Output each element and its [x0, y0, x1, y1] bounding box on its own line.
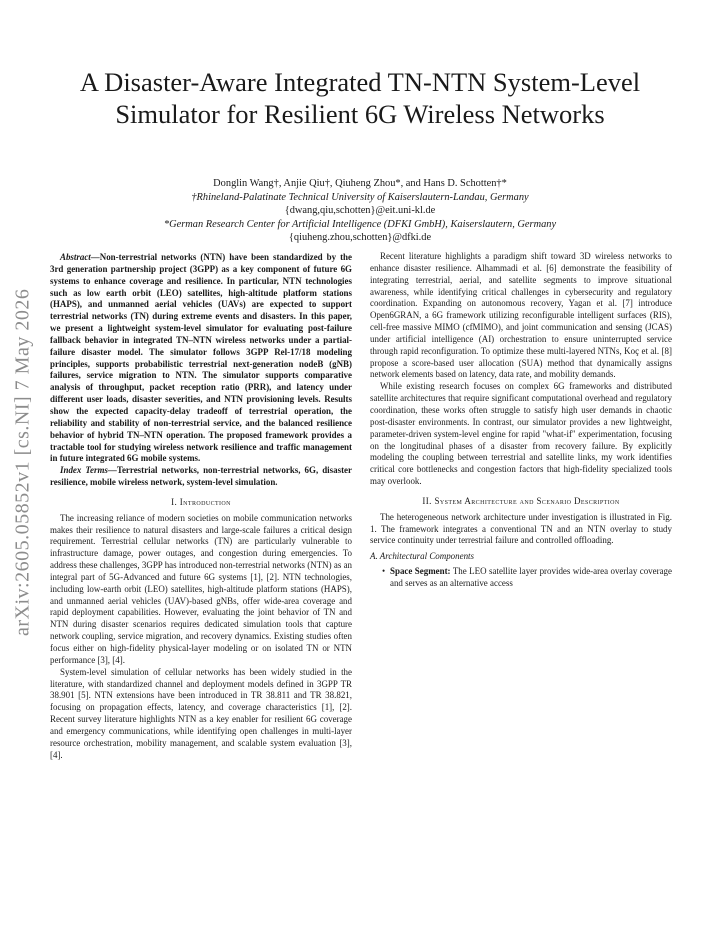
- intro-paragraph-3: Recent literature highlights a paradigm shift toward 3D wireless networks to enhance disaster resilience. Alhammadi et al. [6] demonstrate the feasibility of integrating terrestrial, aerial, and satellite segments to improve situational awareness, while identifying critical challenges in cybersecurity and regulatory coordination. Expanding on autonomous recovery, Yagan et al. [7] introduce Open6GRAN, a 6G framework utilizing reconfigurable intelligent surfaces (RIS), cell-free massive MIMO (cfMIMO), and joint communication and sensing (JCAS) under artificial intelligence (AI) orchestration to ensure uninterrupted service through rapid reconfiguration. To optimize these multi-layered NTNs, Koç et al. [8] propose a score-based user allocation (SUA) method that dynamically assigns network elements based on latency, data rate, and mobility demands.: [370, 251, 672, 380]
- author-block: [60, 177, 660, 245]
- affiliation-2: *German Research Center for Artificial Intelligence (DFKI GmbH), Kaiserslautern, Germany: [163, 218, 557, 230]
- bullet-title: Space Segment:: [390, 566, 451, 577]
- subsection-heading-components: A. Architectural Components: [370, 551, 475, 562]
- author-names: Donglin Wang†, Anjie Qiu†, Qiuheng Zhou*, and Hans D. Schotten†*: [213, 178, 507, 189]
- index-terms-label: Index Terms—: [60, 465, 117, 476]
- affiliation-1: †Rhineland-Palatinate Technical University of Kaiserslautern-Landau, Germany: [191, 191, 529, 203]
- architecture-paragraph-1: The heterogeneous network architecture under investigation is illustrated in Fig. 1. The framework integrates a conventional TN and an NTN overlay to study service continuity under terrestrial failure and controlled offloading.: [370, 511, 672, 546]
- email-2: {qiuheng.zhou,schotten}@dfki.de: [288, 232, 432, 243]
- title-line-2: Simulator for Resilient 6G Wireless Networks: [115, 99, 605, 129]
- list-item: [382, 566, 672, 590]
- intro-paragraph-4: While existing research focuses on complex 6G frameworks and distributed satellite architectures that require significant computational overhead and regulatory coordination, these works often struggle to satisfy high user demands in chaotic post-disaster environments. In contrast, our simulator provides a new lightweight, parameter-driven system-level engine for rapid "what-if" experimentation, focusing on the longitudinal phases of a disaster from recovery failure. By explicitly modeling the coupling between terrestrial and satellite links, my work identifies critical core bottlenecks and congestion factors that high-fidelity specialized tools may overlook.: [370, 381, 672, 487]
- index-terms-text: Terrestrial networks, non-terrestrial networks, 6G, disaster resilience, mobile wireless network, system-level simulation.: [50, 465, 352, 488]
- abstract: [50, 252, 352, 465]
- intro-paragraph-1: The increasing reliance of modern societies on mobile communication networks makes their resilience to natural disasters and large-scale failures a critical design requirement. Terrestrial cellular networks (TN) are particularly vulnerable to infrastructure damage, power outages, and congestion during emergencies. To address these challenges, 3GPP has introduced non-terrestrial networks (NTN) as an integral part of 5G-Advanced and future 6G systems [1], [2]. NTN technologies, including low-earth orbit (LEO) satellites, high-altitude platform stations (HAPS), and unmanned aerial vehicles (UAV)-based gNBs, offer wide-area coverage and rapid deployment capabilities. However, evaluating the joint behavior of TN and NTN during disaster scenarios requires dedicated simulation tools that capture network coupling, service migration, and recovery dynamics. Existing studies often focus either on high-fidelity physical-layer modeling or on isolated TN or NTN performance [3], [4].: [50, 512, 352, 665]
- intro-paragraph-2: System-level simulation of cellular networks has been widely studied in the literature, with standardized channel and deployment models defined in 3GPP TR 38.901 [5]. NTN extensions have been introduced in TR 38.811 and TR 38.821, focusing on propagation effects, latency, and coverage characteristics [1], [2]. Recent survey literature highlights NTN as a key enabler for resilient 6G coverage and emergency communications, while identifying open challenges in multi-layer resource orchestration, mobility management, and scalable system evaluation [3], [4].: [50, 666, 352, 760]
- email-1: {dwang,qiu,schotten}@eit.uni-kl.de: [284, 205, 436, 216]
- section-heading-introduction: I. Introduction: [171, 496, 231, 507]
- right-column: [370, 251, 672, 590]
- abstract-text: Non-terrestrial networks (NTN) have been standardized by the 3rd generation partnership project (3GPP) as a key component of future 6G systems to enhance coverage and resilience. In particular, NTN technologies such as low earth orbit (LEO) satellites, high-altitude platform stations (HAPS), and unmanned aerial vehicles (UAVs) are expected to support terrestrial networks (TN) during extreme events and disasters. In this paper, we present a lightweight system-level simulator for evaluating post-failure fallback behavior in integrated TN–NTN wireless networks under a partial-failure disaster model. The simulator follows 3GPP Rel-17/18 modeling principles, supports probabilistic terrestrial next-generation nodeB (gNB) failures, service migration to NTN. The simulator supports comparative analysis of throughput, packet reception ratio (PRR), and latency under different user loads, disaster severities, and NTN provisioning levels. Results show the expected capacity-delay tradeoff of terrestrial operation, the reliability and stability of non-terrestrial service, and the balanced resilience behavior of hybrid TN–NTN operation. The proposed framework provides a tractable tool for studying wireless network resilience and traffic management in future integrated 6G mobile systems.: [50, 252, 352, 464]
- index-terms: [50, 465, 352, 489]
- arxiv-identifier: arXiv:2605.05852v1 [cs.NI] 7 May 2026: [11, 288, 34, 636]
- section-heading-system-architecture: II. System Architecture and Scenario Description: [422, 495, 620, 506]
- paper-title: [40, 66, 680, 130]
- abstract-label: Abstract—: [60, 252, 100, 262]
- left-column: [50, 252, 352, 761]
- bullet-text: The LEO satellite layer provides wide-area overlay coverage and serves as an alternative access: [390, 566, 672, 588]
- title-line-1: A Disaster-Aware Integrated TN-NTN System-Level: [79, 67, 641, 97]
- component-list: [370, 566, 672, 590]
